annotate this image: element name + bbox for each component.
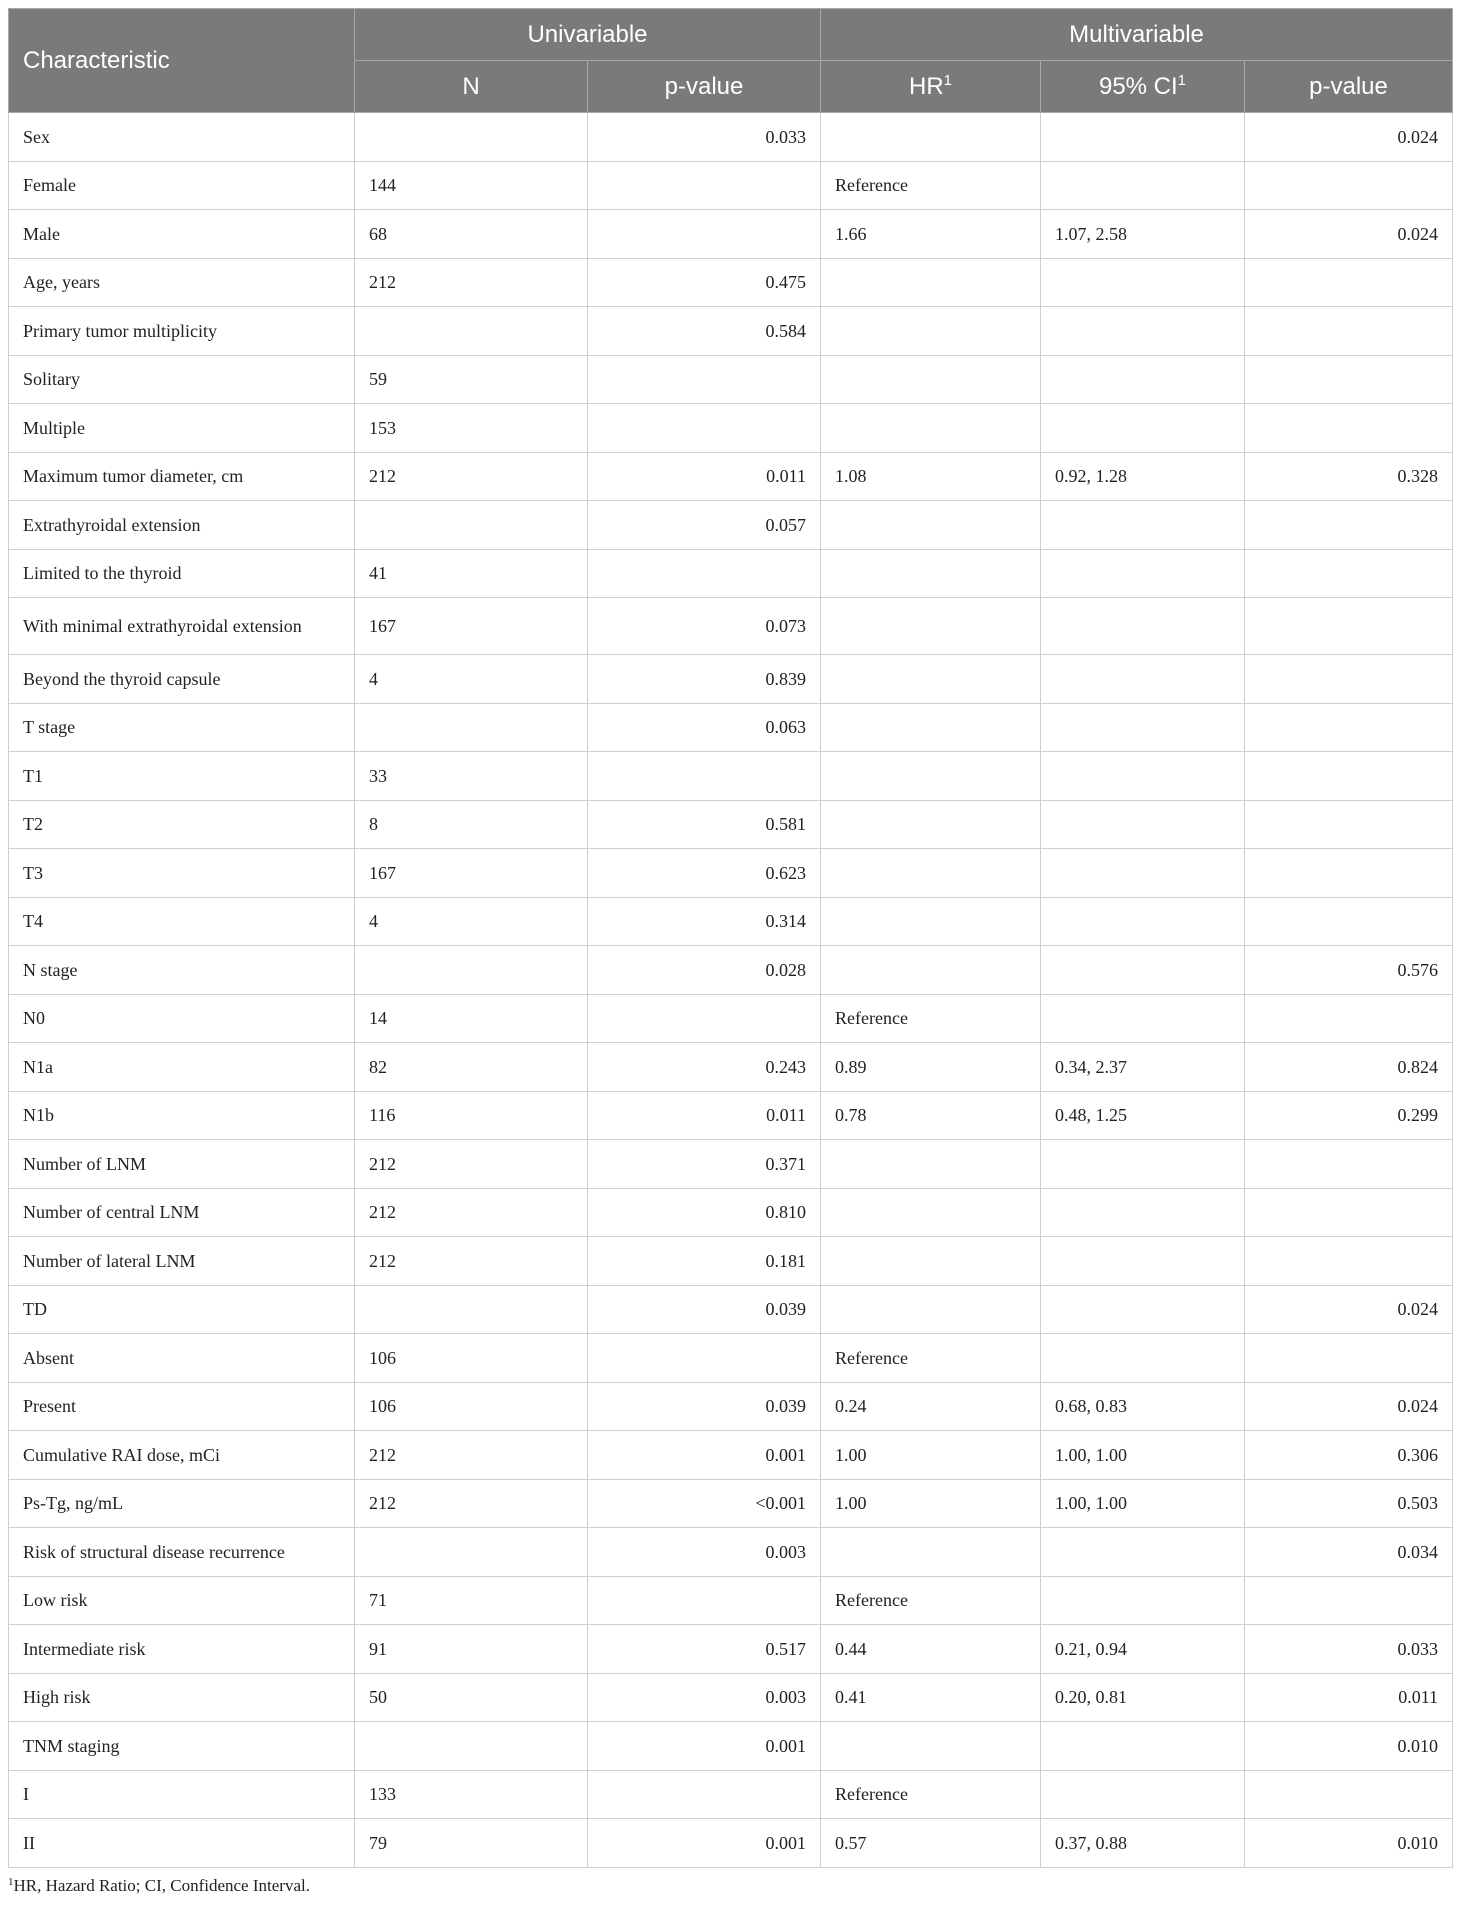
- header-hr: [821, 61, 1041, 113]
- cell-n: [355, 307, 588, 356]
- cell-p-value-multivariable: 0.306: [1245, 1431, 1453, 1480]
- cell-p-value-multivariable: [1245, 1237, 1453, 1286]
- table-row: [9, 404, 1453, 453]
- cell-hr: [821, 1237, 1041, 1286]
- cell-ci: 0.68, 0.83: [1041, 1382, 1245, 1431]
- cell-p-value-univariable: 0.028: [588, 946, 821, 995]
- cell-hr: [821, 946, 1041, 995]
- cell-ci: 0.20, 0.81: [1041, 1673, 1245, 1722]
- cell-hr: 0.78: [821, 1091, 1041, 1140]
- cell-n: 79: [355, 1819, 588, 1868]
- table-row: [9, 1625, 1453, 1674]
- cell-p-value-multivariable: 0.299: [1245, 1091, 1453, 1140]
- cell-p-value-univariable: [588, 210, 821, 259]
- cell-n: 50: [355, 1673, 588, 1722]
- cell-p-value-univariable: 0.063: [588, 703, 821, 752]
- cell-n: [355, 703, 588, 752]
- header-p-value-multivariable: p-value: [1245, 61, 1453, 113]
- header-ci-footnote-mark: 1: [1177, 71, 1187, 89]
- cell-p-value-univariable: [588, 994, 821, 1043]
- cell-hr: Reference: [821, 1576, 1041, 1625]
- cell-characteristic: N stage: [9, 946, 355, 995]
- cell-p-value-multivariable: [1245, 1334, 1453, 1383]
- table-body: [9, 113, 1453, 1868]
- cell-hr: Reference: [821, 1770, 1041, 1819]
- cell-p-value-univariable: 0.001: [588, 1722, 821, 1771]
- cell-ci: [1041, 800, 1245, 849]
- cell-ci: [1041, 1285, 1245, 1334]
- cell-ci: [1041, 897, 1245, 946]
- cell-characteristic: Number of lateral LNM: [9, 1237, 355, 1286]
- header-multivariable: Multivariable: [821, 9, 1453, 61]
- cell-ci: 0.34, 2.37: [1041, 1043, 1245, 1092]
- cell-hr: Reference: [821, 994, 1041, 1043]
- cell-hr: [821, 1285, 1041, 1334]
- table-row: [9, 1237, 1453, 1286]
- cell-ci: [1041, 161, 1245, 210]
- cell-p-value-multivariable: 0.024: [1245, 113, 1453, 162]
- cell-n: 212: [355, 258, 588, 307]
- cell-p-value-univariable: 0.003: [588, 1673, 821, 1722]
- cell-characteristic: TNM staging: [9, 1722, 355, 1771]
- cell-characteristic: Male: [9, 210, 355, 259]
- cell-p-value-multivariable: 0.024: [1245, 1382, 1453, 1431]
- cell-n: 116: [355, 1091, 588, 1140]
- cell-characteristic: Extrathyroidal extension: [9, 501, 355, 550]
- cell-p-value-univariable: 0.517: [588, 1625, 821, 1674]
- table-row: [9, 994, 1453, 1043]
- table-row: [9, 307, 1453, 356]
- cell-hr: [821, 897, 1041, 946]
- cell-hr: [821, 501, 1041, 550]
- cell-n: 4: [355, 897, 588, 946]
- cell-characteristic: T4: [9, 897, 355, 946]
- table-row: [9, 1188, 1453, 1237]
- table-row: [9, 258, 1453, 307]
- cell-hr: 0.24: [821, 1382, 1041, 1431]
- cell-p-value-univariable: 0.001: [588, 1431, 821, 1480]
- cell-n: 91: [355, 1625, 588, 1674]
- table-row: [9, 355, 1453, 404]
- table-row: [9, 1673, 1453, 1722]
- cell-p-value-univariable: 0.810: [588, 1188, 821, 1237]
- cell-hr: [821, 549, 1041, 598]
- cell-p-value-univariable: [588, 1334, 821, 1383]
- cell-p-value-univariable: 0.623: [588, 849, 821, 898]
- table-row: [9, 1722, 1453, 1771]
- table-row: [9, 1819, 1453, 1868]
- cell-p-value-multivariable: 0.010: [1245, 1819, 1453, 1868]
- cell-hr: [821, 655, 1041, 704]
- cell-n: 212: [355, 1237, 588, 1286]
- cell-p-value-univariable: 0.011: [588, 452, 821, 501]
- table-row: [9, 210, 1453, 259]
- cell-p-value-univariable: [588, 549, 821, 598]
- header-hr-label: HR: [908, 72, 944, 100]
- cell-ci: [1041, 355, 1245, 404]
- cell-characteristic: T stage: [9, 703, 355, 752]
- cell-ci: [1041, 1237, 1245, 1286]
- cell-n: 4: [355, 655, 588, 704]
- cell-hr: [821, 1528, 1041, 1577]
- regression-table: [8, 8, 1453, 1868]
- cell-n: 212: [355, 1140, 588, 1189]
- cell-ci: [1041, 655, 1245, 704]
- cell-ci: [1041, 549, 1245, 598]
- cell-p-value-univariable: 0.314: [588, 897, 821, 946]
- table-row: [9, 1285, 1453, 1334]
- cell-characteristic: N1b: [9, 1091, 355, 1140]
- cell-characteristic: T3: [9, 849, 355, 898]
- cell-characteristic: With minimal extrathyroidal extension: [9, 598, 355, 655]
- cell-p-value-multivariable: [1245, 703, 1453, 752]
- cell-p-value-multivariable: [1245, 897, 1453, 946]
- cell-hr: [821, 404, 1041, 453]
- cell-ci: [1041, 501, 1245, 550]
- cell-p-value-multivariable: [1245, 849, 1453, 898]
- cell-n: 167: [355, 598, 588, 655]
- cell-p-value-multivariable: [1245, 1140, 1453, 1189]
- cell-p-value-multivariable: [1245, 404, 1453, 453]
- cell-characteristic: Age, years: [9, 258, 355, 307]
- cell-p-value-multivariable: 0.010: [1245, 1722, 1453, 1771]
- cell-n: [355, 1528, 588, 1577]
- cell-n: [355, 1285, 588, 1334]
- cell-p-value-univariable: [588, 355, 821, 404]
- cell-n: 14: [355, 994, 588, 1043]
- table-header: [9, 9, 1453, 113]
- cell-characteristic: Number of LNM: [9, 1140, 355, 1189]
- cell-ci: [1041, 994, 1245, 1043]
- table-row: [9, 501, 1453, 550]
- table-row: [9, 897, 1453, 946]
- cell-p-value-univariable: 0.039: [588, 1382, 821, 1431]
- cell-ci: [1041, 849, 1245, 898]
- cell-characteristic: I: [9, 1770, 355, 1819]
- cell-hr: 1.08: [821, 452, 1041, 501]
- cell-p-value-univariable: 0.475: [588, 258, 821, 307]
- cell-n: 153: [355, 404, 588, 453]
- cell-ci: [1041, 1188, 1245, 1237]
- cell-ci: [1041, 258, 1245, 307]
- cell-hr: [821, 1140, 1041, 1189]
- cell-ci: 1.00, 1.00: [1041, 1431, 1245, 1480]
- cell-characteristic: Risk of structural disease recurrence: [9, 1528, 355, 1577]
- cell-characteristic: N1a: [9, 1043, 355, 1092]
- cell-hr: [821, 849, 1041, 898]
- cell-p-value-univariable: 0.181: [588, 1237, 821, 1286]
- cell-p-value-multivariable: [1245, 1770, 1453, 1819]
- cell-characteristic: II: [9, 1819, 355, 1868]
- cell-p-value-univariable: 0.003: [588, 1528, 821, 1577]
- cell-ci: 0.48, 1.25: [1041, 1091, 1245, 1140]
- cell-n: [355, 501, 588, 550]
- table-row: [9, 598, 1453, 655]
- cell-n: 212: [355, 1431, 588, 1480]
- footnote-text: HR, Hazard Ratio; CI, Confidence Interval.: [13, 1875, 310, 1895]
- cell-hr: 1.00: [821, 1479, 1041, 1528]
- cell-n: [355, 946, 588, 995]
- cell-p-value-univariable: 0.584: [588, 307, 821, 356]
- cell-hr: [821, 307, 1041, 356]
- cell-p-value-multivariable: [1245, 994, 1453, 1043]
- cell-n: 167: [355, 849, 588, 898]
- cell-p-value-univariable: 0.001: [588, 1819, 821, 1868]
- cell-hr: 1.00: [821, 1431, 1041, 1480]
- cell-characteristic: Limited to the thyroid: [9, 549, 355, 598]
- cell-characteristic: Low risk: [9, 1576, 355, 1625]
- cell-hr: [821, 800, 1041, 849]
- cell-hr: [821, 703, 1041, 752]
- table-row: [9, 655, 1453, 704]
- cell-hr: [821, 598, 1041, 655]
- cell-ci: 1.00, 1.00: [1041, 1479, 1245, 1528]
- cell-hr: 0.44: [821, 1625, 1041, 1674]
- cell-p-value-univariable: <0.001: [588, 1479, 821, 1528]
- cell-ci: 1.07, 2.58: [1041, 210, 1245, 259]
- table-row: [9, 452, 1453, 501]
- cell-p-value-univariable: 0.011: [588, 1091, 821, 1140]
- header-characteristic: Characteristic: [9, 9, 355, 113]
- table-row: [9, 1334, 1453, 1383]
- cell-p-value-univariable: 0.839: [588, 655, 821, 704]
- cell-p-value-multivariable: 0.033: [1245, 1625, 1453, 1674]
- cell-ci: [1041, 1140, 1245, 1189]
- cell-hr: 1.66: [821, 210, 1041, 259]
- table-row: [9, 113, 1453, 162]
- cell-ci: [1041, 113, 1245, 162]
- header-ci: [1041, 61, 1245, 113]
- table-row: [9, 1140, 1453, 1189]
- table-row: [9, 1479, 1453, 1528]
- cell-p-value-univariable: [588, 1770, 821, 1819]
- cell-characteristic: Absent: [9, 1334, 355, 1383]
- cell-n: 41: [355, 549, 588, 598]
- cell-characteristic: T1: [9, 752, 355, 801]
- cell-n: 106: [355, 1382, 588, 1431]
- cell-hr: 0.89: [821, 1043, 1041, 1092]
- table-row: [9, 752, 1453, 801]
- cell-hr: [821, 752, 1041, 801]
- header-n: N: [355, 61, 588, 113]
- cell-n: [355, 1722, 588, 1771]
- cell-characteristic: Maximum tumor diameter, cm: [9, 452, 355, 501]
- cell-ci: [1041, 1722, 1245, 1771]
- cell-p-value-multivariable: [1245, 258, 1453, 307]
- cell-hr: Reference: [821, 161, 1041, 210]
- cell-characteristic: TD: [9, 1285, 355, 1334]
- table-row: [9, 800, 1453, 849]
- cell-p-value-univariable: 0.371: [588, 1140, 821, 1189]
- table-row: [9, 1576, 1453, 1625]
- cell-n: 144: [355, 161, 588, 210]
- cell-ci: [1041, 752, 1245, 801]
- cell-p-value-univariable: [588, 161, 821, 210]
- cell-characteristic: Sex: [9, 113, 355, 162]
- header-univariable: Univariable: [355, 9, 821, 61]
- cell-p-value-univariable: 0.581: [588, 800, 821, 849]
- cell-ci: [1041, 404, 1245, 453]
- cell-hr: Reference: [821, 1334, 1041, 1383]
- table-row: [9, 946, 1453, 995]
- cell-ci: [1041, 307, 1245, 356]
- cell-n: 82: [355, 1043, 588, 1092]
- cell-p-value-multivariable: 0.024: [1245, 1285, 1453, 1334]
- table-container: [8, 8, 1452, 1896]
- cell-p-value-univariable: 0.073: [588, 598, 821, 655]
- cell-characteristic: Beyond the thyroid capsule: [9, 655, 355, 704]
- cell-hr: [821, 113, 1041, 162]
- cell-p-value-multivariable: [1245, 655, 1453, 704]
- header-ci-label: 95% CI: [1098, 72, 1178, 100]
- cell-hr: [821, 258, 1041, 307]
- cell-ci: 0.37, 0.88: [1041, 1819, 1245, 1868]
- cell-n: 33: [355, 752, 588, 801]
- cell-p-value-univariable: [588, 1576, 821, 1625]
- table-row: [9, 1528, 1453, 1577]
- cell-p-value-multivariable: 0.328: [1245, 452, 1453, 501]
- cell-n: [355, 113, 588, 162]
- cell-p-value-multivariable: 0.824: [1245, 1043, 1453, 1092]
- cell-characteristic: N0: [9, 994, 355, 1043]
- cell-p-value-multivariable: [1245, 161, 1453, 210]
- table-row: [9, 703, 1453, 752]
- header-hr-footnote-mark: 1: [943, 71, 952, 89]
- cell-ci: [1041, 946, 1245, 995]
- cell-n: 133: [355, 1770, 588, 1819]
- cell-ci: [1041, 1334, 1245, 1383]
- table-row: [9, 1091, 1453, 1140]
- cell-p-value-univariable: [588, 404, 821, 453]
- cell-hr: [821, 1722, 1041, 1771]
- cell-n: 212: [355, 1188, 588, 1237]
- cell-p-value-univariable: 0.039: [588, 1285, 821, 1334]
- cell-characteristic: Ps-Tg, ng/mL: [9, 1479, 355, 1528]
- cell-n: 106: [355, 1334, 588, 1383]
- cell-n: 59: [355, 355, 588, 404]
- cell-hr: [821, 355, 1041, 404]
- cell-characteristic: Cumulative RAI dose, mCi: [9, 1431, 355, 1480]
- cell-characteristic: Primary tumor multiplicity: [9, 307, 355, 356]
- cell-p-value-multivariable: 0.024: [1245, 210, 1453, 259]
- cell-characteristic: Present: [9, 1382, 355, 1431]
- header-p-value-univariable: p-value: [588, 61, 821, 113]
- cell-characteristic: Intermediate risk: [9, 1625, 355, 1674]
- cell-p-value-multivariable: 0.011: [1245, 1673, 1453, 1722]
- cell-characteristic: High risk: [9, 1673, 355, 1722]
- cell-n: 212: [355, 1479, 588, 1528]
- cell-characteristic: Female: [9, 161, 355, 210]
- table-row: [9, 1043, 1453, 1092]
- cell-p-value-multivariable: [1245, 355, 1453, 404]
- table-row: [9, 1431, 1453, 1480]
- cell-ci: [1041, 1528, 1245, 1577]
- cell-hr: 0.41: [821, 1673, 1041, 1722]
- table-row: [9, 1382, 1453, 1431]
- cell-p-value-univariable: 0.057: [588, 501, 821, 550]
- table-row: [9, 1770, 1453, 1819]
- cell-p-value-multivariable: 0.576: [1245, 946, 1453, 995]
- cell-ci: [1041, 703, 1245, 752]
- cell-p-value-multivariable: [1245, 1576, 1453, 1625]
- cell-ci: [1041, 1770, 1245, 1819]
- cell-p-value-multivariable: [1245, 1188, 1453, 1237]
- cell-n: 212: [355, 452, 588, 501]
- cell-p-value-multivariable: [1245, 549, 1453, 598]
- cell-p-value-multivariable: [1245, 307, 1453, 356]
- cell-hr: 0.57: [821, 1819, 1041, 1868]
- cell-ci: 0.21, 0.94: [1041, 1625, 1245, 1674]
- table-row: [9, 161, 1453, 210]
- cell-n: 71: [355, 1576, 588, 1625]
- cell-characteristic: Solitary: [9, 355, 355, 404]
- cell-p-value-multivariable: 0.503: [1245, 1479, 1453, 1528]
- cell-p-value-multivariable: 0.034: [1245, 1528, 1453, 1577]
- cell-characteristic: Number of central LNM: [9, 1188, 355, 1237]
- cell-p-value-univariable: 0.033: [588, 113, 821, 162]
- cell-n: 68: [355, 210, 588, 259]
- footnote-mark: 1: [8, 1875, 14, 1888]
- table-row: [9, 849, 1453, 898]
- cell-p-value-univariable: 0.243: [588, 1043, 821, 1092]
- cell-n: 8: [355, 800, 588, 849]
- cell-p-value-multivariable: [1245, 752, 1453, 801]
- cell-p-value-multivariable: [1245, 598, 1453, 655]
- cell-characteristic: Multiple: [9, 404, 355, 453]
- cell-ci: [1041, 1576, 1245, 1625]
- table-footnote: [8, 1876, 1452, 1896]
- cell-hr: [821, 1188, 1041, 1237]
- cell-p-value-multivariable: [1245, 501, 1453, 550]
- cell-ci: 0.92, 1.28: [1041, 452, 1245, 501]
- cell-p-value-multivariable: [1245, 800, 1453, 849]
- cell-p-value-univariable: [588, 752, 821, 801]
- table-row: [9, 549, 1453, 598]
- cell-characteristic: T2: [9, 800, 355, 849]
- cell-ci: [1041, 598, 1245, 655]
